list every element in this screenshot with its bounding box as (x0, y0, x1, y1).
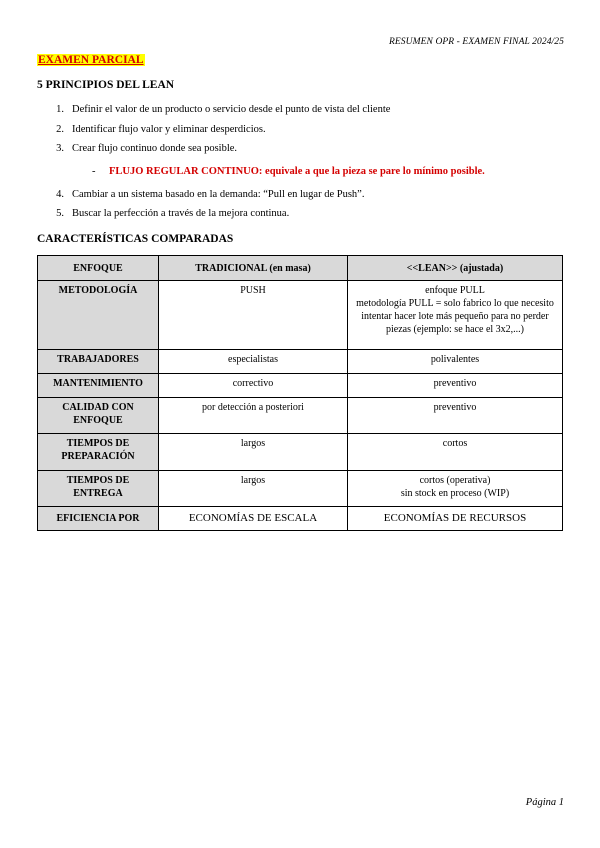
lean-cell (348, 398, 563, 434)
lean-line: sin stock en proceso (WIP) (400, 488, 510, 499)
principles-list (37, 100, 567, 224)
list-text: Buscar la perfección a través de la mejora continua. (72, 208, 290, 220)
table-row (38, 374, 563, 398)
lean-line: ECONOMÍAS DE RECURSOS (383, 512, 527, 524)
lean-line: metodología PULL = solo fabrico lo que necesito (356, 298, 554, 309)
list-text: Crear flujo continuo donde sea posible. (72, 143, 238, 155)
list-text: Cambiar a un sistema basado en la demanda: “Pull en lugar de Push”. (72, 188, 365, 200)
row-label: MANTENIMIENTO (38, 374, 159, 398)
list-item (37, 185, 567, 205)
row-label: TIEMPOS DE PREPARACIÓN (38, 434, 159, 471)
lean-cell (348, 350, 563, 374)
trad-cell: PUSH (159, 281, 348, 350)
list-number: 4. (56, 188, 64, 200)
lean-cell (348, 281, 563, 350)
row-label: EFICIENCIA POR (38, 507, 159, 531)
lean-line: preventivo (433, 402, 477, 413)
header-lean: <<LEAN>> (ajustada) (348, 256, 563, 281)
list-number: 2. (56, 123, 64, 135)
list-item (37, 204, 567, 224)
table-row (38, 507, 563, 531)
list-item (37, 120, 567, 140)
comparison-title: CARACTERÍSTICAS COMPARADAS (37, 233, 234, 245)
page-number: Página 1 (525, 797, 564, 808)
list-number: 3. (56, 143, 64, 155)
lean-line: cortos (operativa) (419, 475, 491, 486)
table-row (38, 471, 563, 507)
trad-cell: largos (159, 434, 348, 471)
list-item (37, 139, 567, 159)
table-row (38, 398, 563, 434)
list-text: Identificar flujo valor y eliminar desperdicios. (72, 123, 266, 135)
lean-line: polivalentes (430, 354, 480, 365)
trad-cell: correctivo (159, 374, 348, 398)
sub-point-dash: - (92, 166, 96, 177)
comparison-table (37, 255, 563, 531)
row-label: CALIDAD CON ENFOQUE (38, 398, 159, 434)
principles-title: 5 PRINCIPIOS DEL LEAN (37, 79, 175, 91)
table-row (38, 350, 563, 374)
header-enfoque: ENFOQUE (38, 256, 159, 281)
table-row (38, 281, 563, 350)
table-header-row (38, 256, 563, 281)
lean-line: cortos (442, 438, 468, 449)
trad-cell: ECONOMÍAS DE ESCALA (159, 507, 348, 531)
trad-cell: por detección a posteriori (159, 398, 348, 434)
row-label: METODOLOGÍA (38, 281, 159, 350)
list-text: Definir el valor de un producto o servicio desde el punto de vista del cliente (72, 104, 391, 116)
row-label: TRABAJADORES (38, 350, 159, 374)
list-item (37, 100, 567, 120)
trad-cell: especialistas (159, 350, 348, 374)
lean-cell (348, 471, 563, 507)
lean-cell (348, 374, 563, 398)
sub-point-text: FLUJO REGULAR CONTINUO: equivale a que la pieza se pare lo mínimo posible. (109, 166, 485, 177)
lean-line: preventivo (433, 378, 477, 389)
table-row (38, 434, 563, 471)
list-number: 1. (56, 104, 64, 116)
exam-title: EXAMEN PARCIAL (38, 54, 144, 66)
list-number: 5. (56, 208, 64, 220)
sub-point (37, 159, 567, 185)
trad-cell: largos (159, 471, 348, 507)
row-label: TIEMPOS DE ENTREGA (38, 471, 159, 507)
page-header: RESUMEN OPR - EXAMEN FINAL 2024/25 (389, 37, 564, 47)
lean-line: intentar hacer lote más pequeño para no perder piezas (ejemplo: se hace el 3x2,...) (361, 311, 549, 335)
header-tradicional: TRADICIONAL (en masa) (159, 256, 348, 281)
lean-cell (348, 434, 563, 471)
lean-line: enfoque PULL (425, 285, 485, 296)
lean-cell (348, 507, 563, 531)
